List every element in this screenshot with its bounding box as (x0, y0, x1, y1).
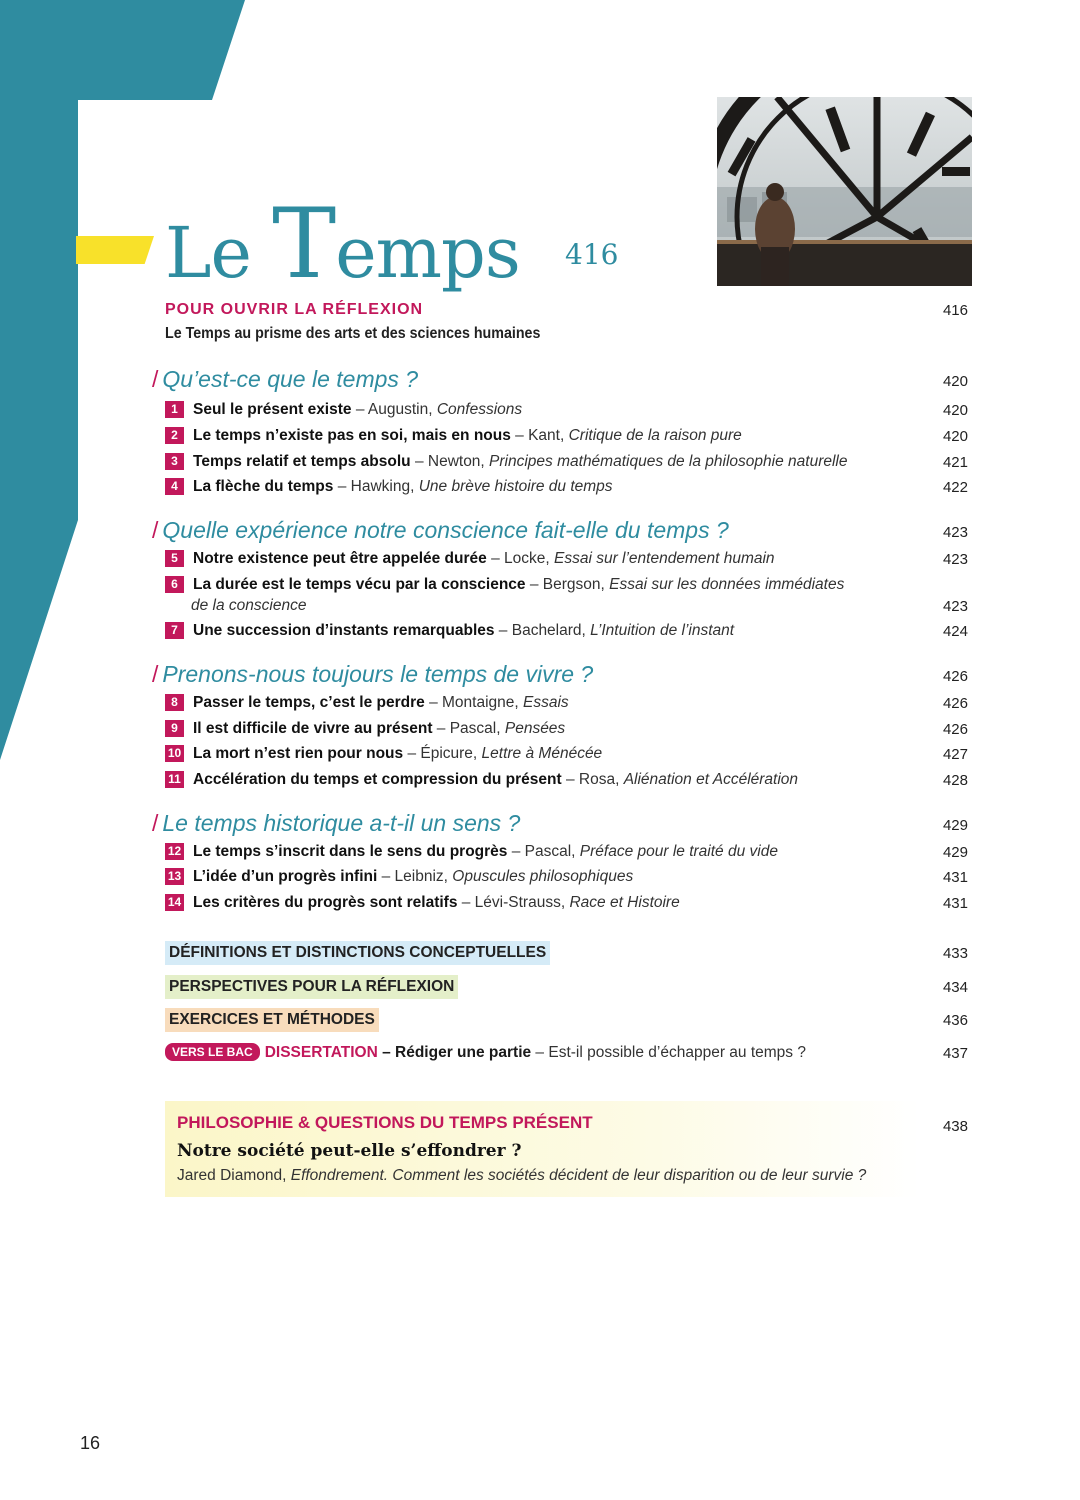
toc-entry[interactable]: 10 La mort n’est rien pour nous – Épicure, Lettre à Ménécée (165, 745, 602, 763)
entry-page: 431 (942, 895, 968, 912)
bac-page: 437 (942, 1045, 968, 1062)
yellow-accent-bar (76, 236, 154, 264)
toc-entry[interactable]: 3 Temps relatif et temps absolu – Newton, Principes mathématiques de la philosophie naturelle (165, 453, 847, 471)
opening-page: 416 (942, 302, 968, 319)
entry-page: 428 (942, 772, 968, 789)
section-page: 429 (942, 817, 968, 834)
entry-page: 423 (942, 551, 968, 568)
section-page: 426 (942, 668, 968, 685)
entry-page: 431 (942, 869, 968, 886)
entry-page: 429 (942, 844, 968, 861)
present-source: Jared Diamond, Effondrement. Comment les sociétés décident de leur disparition ou de leur survie ? (177, 1167, 867, 1184)
exercises-page: 436 (942, 1012, 968, 1029)
present-heading: PHILOSOPHIE & QUESTIONS DU TEMPS PRÉSENT (177, 1113, 593, 1132)
entry-page: 426 (942, 721, 968, 738)
entry-continuation: de la conscience (191, 597, 307, 614)
toc-entry[interactable]: 11 Accélération du temps et compression du présent – Rosa, Aliénation et Accélération (165, 771, 798, 789)
page-number: 16 (80, 1433, 101, 1453)
section-title[interactable]: / Quelle expérience notre conscience fait-elle du temps ? (152, 517, 729, 543)
entry-page: 420 (942, 402, 968, 419)
perspectives-link[interactable]: PERSPECTIVES POUR LA RÉFLEXION (165, 975, 458, 999)
opening-subtitle: Le Temps au prisme des arts et des sciences humaines (165, 325, 541, 342)
present-box[interactable] (165, 1101, 920, 1197)
entry-page: 427 (942, 746, 968, 763)
entry-page: 420 (942, 428, 968, 445)
title-page-number: 416 (565, 238, 619, 271)
opening-heading: POUR OUVRIR LA RÉFLEXION (165, 301, 424, 318)
present-page: 438 (942, 1118, 968, 1135)
toc-entry[interactable]: 4 La flèche du temps – Hawking, Une brève histoire du temps (165, 478, 613, 496)
toc-entry[interactable]: 12 Le temps s’inscrit dans le sens du progrès – Pascal, Préface pour le traité du vide (165, 843, 778, 861)
present-question: Notre société peut-elle s’effondrer ? (177, 1141, 522, 1161)
toc-entry[interactable]: 2 Le temps n’existe pas en soi, mais en nous – Kant, Critique de la raison pure (165, 427, 742, 445)
toc-entry[interactable]: 13 L’idée d’un progrès infini – Leibniz, Opuscules philosophiques (165, 868, 633, 886)
perspectives-page: 434 (942, 979, 968, 996)
bac-badge: VERS LE BAC (165, 1043, 260, 1061)
toc-entry[interactable]: 8 Passer le temps, c’est le perdre – Montaigne, Essais (165, 694, 569, 712)
clock-photo (717, 97, 972, 286)
page-title: Le Temps (165, 188, 520, 300)
toc-entry[interactable]: 5 Notre existence peut être appelée durée – Locke, Essai sur l’entendement humain (165, 550, 775, 568)
entry-page: 422 (942, 479, 968, 496)
toc-entry[interactable]: 1 Seul le présent existe – Augustin, Confessions (165, 401, 522, 419)
exercises-link[interactable]: EXERCICES ET MÉTHODES (165, 1008, 379, 1032)
entry-page: 421 (942, 454, 968, 471)
entry-page: 426 (942, 695, 968, 712)
section-title[interactable]: / Prenons-nous toujours le temps de vivre ? (152, 661, 594, 687)
definitions-page: 433 (942, 945, 968, 962)
section-title[interactable]: / Qu’est-ce que le temps ? (152, 366, 419, 392)
entry-page: 423 (942, 598, 968, 615)
entry-page: 424 (942, 623, 968, 640)
section-title[interactable]: / Le temps historique a-t-il un sens ? (152, 810, 521, 836)
toc-entry[interactable]: 9 Il est difficile de vivre au présent – Pascal, Pensées (165, 720, 565, 738)
section-page: 420 (942, 373, 968, 390)
bac-entry[interactable]: VERS LE BAC DISSERTATION – Rédiger une partie – Est-il possible d’échapper au temps ? (165, 1043, 806, 1062)
toc-entry[interactable]: 7 Une succession d’instants remarquables – Bachelard, L’Intuition de l’instant (165, 622, 734, 640)
section-page: 423 (942, 524, 968, 541)
toc-entry[interactable]: 6 La durée est le temps vécu par la conscience – Bergson, Essai sur les données immédiates (165, 576, 844, 594)
toc-entry[interactable]: 14 Les critères du progrès sont relatifs – Lévi-Strauss, Race et Histoire (165, 894, 680, 912)
definitions-link[interactable]: DÉFINITIONS ET DISTINCTIONS CONCEPTUELLES (165, 941, 550, 965)
